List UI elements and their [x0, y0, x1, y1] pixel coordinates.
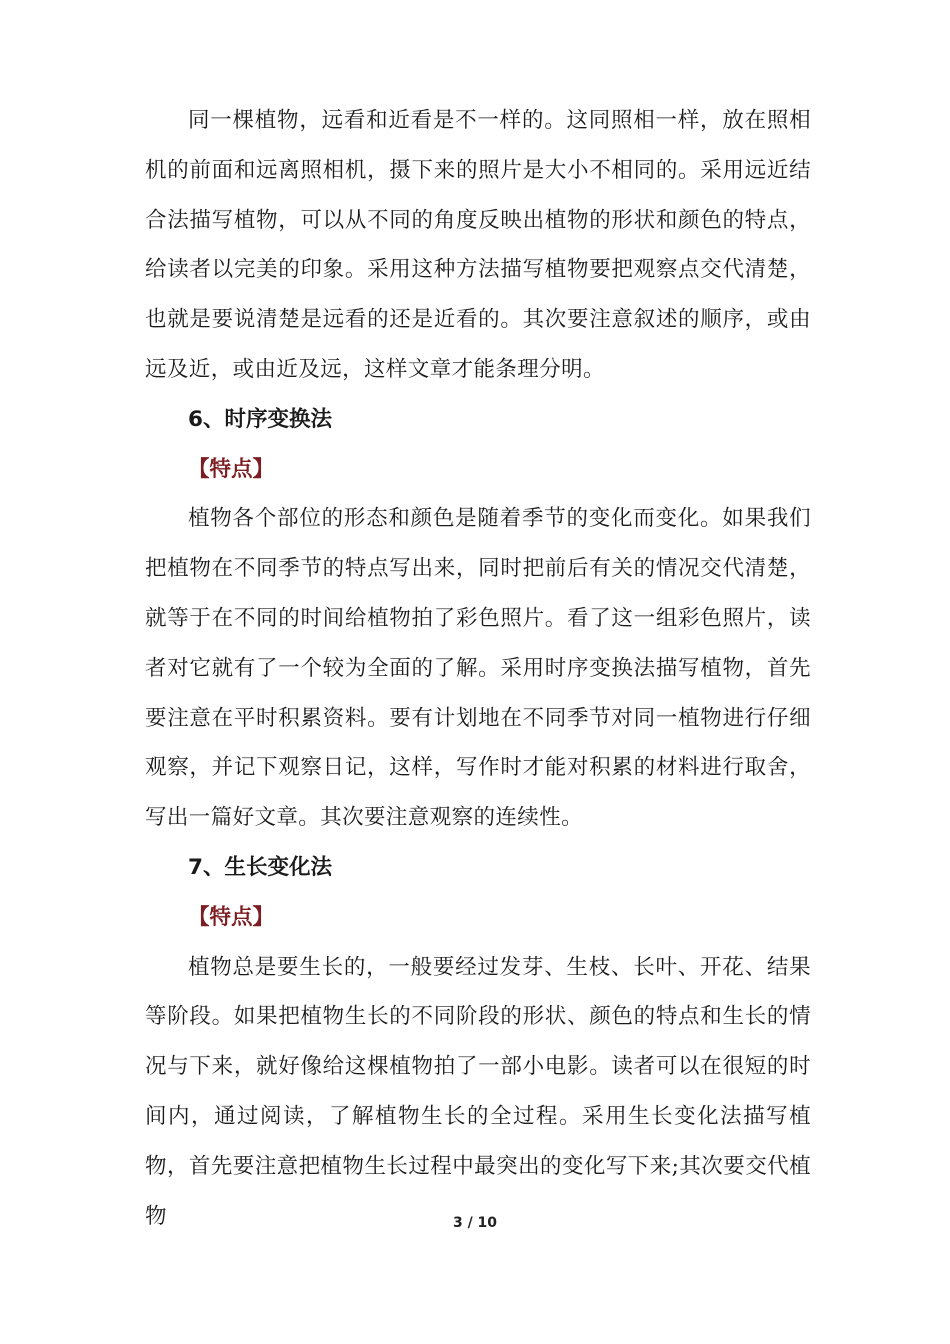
section-heading-time-sequence: 6、时序变换法	[188, 406, 332, 432]
page-number: 3 / 10	[452, 1215, 498, 1231]
paragraph-growth-change: 植物总是要生长的，一般要经过发芽、生枝、长叶、开花、结果等阶段。如果把植物生长的不同阶段的形状、颜色的特点和生长的情况与下来，就好像给这棵植物拍了一部小电影。读者可以在很短的时间内，通过阅读，了解植物生长的全过程。采用生长变化法描写植物，首先要注意把植物生长过程中最突出的变化写下来;其次要交代植物	[145, 954, 811, 1229]
paragraph-distance-method: 同一棵植物，远看和近看是不一样的。这同照相一样，放在照相机的前面和远离照相机，摄下来的照片是大小不相同的。采用远近结合法描写植物，可以从不同的角度反映出植物的形状和颜色的特点，给读者以完美的印象。采用这种方法描写植物要把观察点交代清楚，也就是要说清楚是远看的还是近看的。其次要注意叙述的顺序，或由远及近，或由近及远，这样文章才能条理分明。	[145, 108, 811, 382]
feature-tag: 【特点】	[188, 904, 275, 930]
feature-tag: 【特点】	[188, 456, 275, 482]
section-heading-growth-change: 7、生长变化法	[188, 854, 332, 880]
document-body	[145, 96, 811, 1241]
paragraph-time-sequence: 植物各个部位的形态和颜色是随着季节的变化而变化。如果我们把植物在不同季节的特点写出来，同时把前后有关的情况交代清楚，就等于在不同的时间给植物拍了彩色照片。看了这一组彩色照片，读者对它就有了一个较为全面的了解。采用时序变换法描写植物，首先要注意在平时积累资料。要有计划地在不同季节对同一植物进行仔细观察，并记下观察日记，这样，写作时才能对积累的材料进行取舍，写出一篇好文章。其次要注意观察的连续性。	[145, 506, 811, 831]
